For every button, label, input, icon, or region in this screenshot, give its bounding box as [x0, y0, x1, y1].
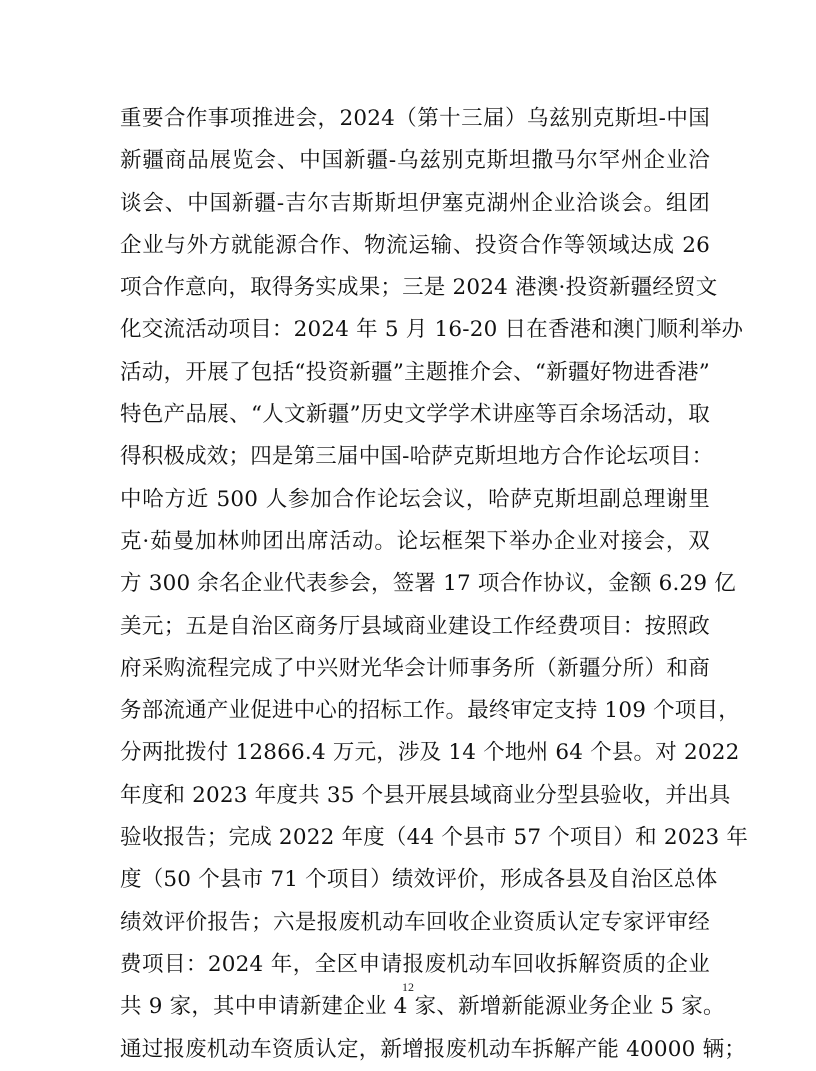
text-line: 项合作意向，取得务实成果；三是 2024 港澳·投资新疆经贸文: [120, 275, 718, 301]
text-line: 务部流通产业促进中心的招标工作。最终审定支持 109 个项目，: [120, 698, 740, 724]
text-line: 验收报告；完成 2022 年度（44 个县市 57 个项目）和 2023 年: [120, 825, 749, 851]
text-line: 年度和 2023 年度共 35 个县开展县域商业分型县验收，并出具: [120, 782, 731, 808]
text-line: 度（50 个县市 71 个项目）绩效评价，形成各县及自治区总体: [120, 867, 718, 893]
text-line: 特色产品展、“人文新疆”历史文学学术讲座等百余场活动，取: [120, 402, 710, 428]
text-line: 重要合作事项推进会，2024（第十三届）乌兹别克斯坦-中国: [120, 106, 710, 131]
text-line: 府采购流程完成了中兴财光华会计师事务所（新疆分所）和商: [120, 655, 710, 681]
text-line: 活动，开展了包括“投资新疆”主题推介会、“新疆好物进香港”: [120, 359, 710, 385]
text-line: 谈会、中国新疆-吉尔吉斯斯坦伊塞克湖州企业洽谈会。组团: [120, 190, 710, 216]
text-line: 通过报废机动车资质认定，新增报废机动车拆解产能 40000 辆；: [120, 1036, 746, 1062]
text-line: 费项目：2024 年，全区申请报废机动车回收拆解资质的企业: [120, 951, 710, 977]
text-line: 克·茹曼加林帅团出席活动。论坛框架下举办企业对接会，双: [120, 528, 710, 554]
text-line: 新疆商品展览会、中国新疆-乌兹别克斯坦撒马尔罕州企业洽: [120, 148, 710, 174]
text-line: 企业与外方就能源合作、物流运输、投资合作等领域达成 26: [120, 232, 710, 258]
text-line: 化交流活动项目：2024 年 5 月 16-20 日在香港和澳门顺利举办: [120, 317, 744, 343]
text-line: 得积极成效；四是第三届中国-哈萨克斯坦地方合作论坛项目：: [120, 444, 714, 470]
text-line: 共 9 家，其中申请新建企业 4 家、新增新能源业务企业 5 家。: [120, 994, 725, 1020]
text-line: 美元；五是自治区商务厅县域商业建设工作经费项目：按照政: [120, 613, 710, 639]
body-paragraph: [120, 98, 749, 1071]
text-line: 中哈方近 500 人参加合作论坛会议，哈萨克斯坦副总理谢里: [120, 486, 710, 512]
page-number: 12: [402, 980, 414, 994]
text-line: 方 300 余名企业代表参会，签署 17 项合作协议，金额 6.29 亿: [120, 571, 736, 597]
text-line: 分两批拨付 12866.4 万元，涉及 14 个地州 64 个县。对 2022: [120, 740, 740, 766]
text-line: 绩效评价报告；六是报废机动车回收企业资质认定专家评审经: [120, 909, 710, 935]
